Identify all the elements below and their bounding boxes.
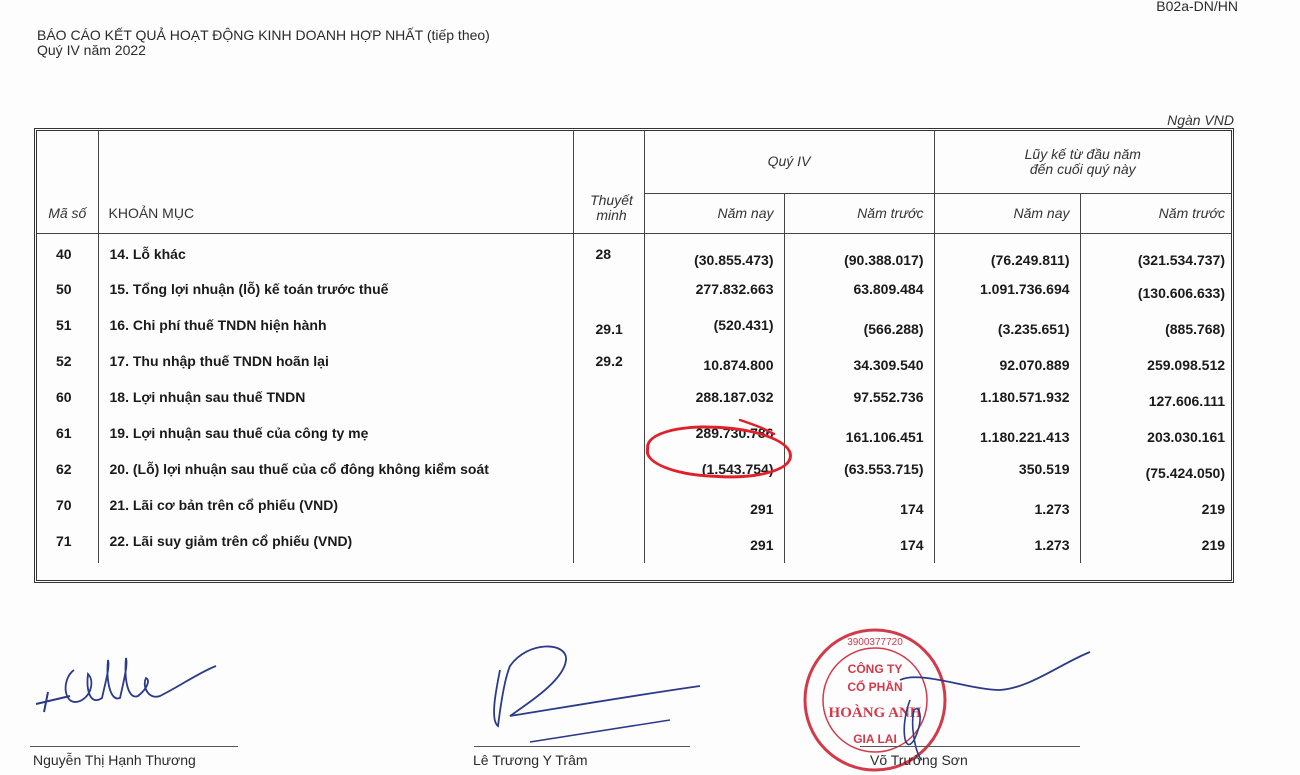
row-ytd-this-year: 1.273 [934, 491, 1080, 527]
header-item: KHOẢN MỤC [98, 131, 573, 233]
table-row [37, 383, 1231, 419]
row-note: 28 [573, 233, 644, 275]
income-statement-table [34, 128, 1234, 583]
row-quarter-this-year: 288.187.032 [644, 383, 784, 419]
row-item: 22. Lãi suy giảm trên cổ phiếu (VND) [98, 527, 573, 563]
row-ytd-last-year: (130.606.633) [1080, 275, 1231, 311]
row-quarter-this-year: 10.874.800 [644, 347, 784, 383]
row-ytd-last-year: 127.606.111 [1080, 383, 1231, 419]
row-ytd-last-year: 259.098.512 [1080, 347, 1231, 383]
row-ytd-this-year: 1.180.571.932 [934, 383, 1080, 419]
header-ytd-group [934, 131, 1231, 193]
row-ytd-last-year: 219 [1080, 491, 1231, 527]
signature-line-1 [30, 746, 238, 747]
row-quarter-this-year: (30.855.473) [644, 233, 784, 275]
row-code: 60 [56, 389, 72, 405]
row-item: 17. Thu nhập thuế TNDN hoãn lại [98, 347, 573, 383]
signer-2-name: Lê Trương Y Trâm [473, 752, 588, 768]
signature-line-3 [860, 746, 1080, 747]
currency-unit: Ngàn VND [1167, 112, 1234, 128]
row-code: 70 [56, 497, 72, 513]
row-code: 40 [56, 245, 72, 262]
row-ytd-this-year: 350.519 [934, 455, 1080, 491]
row-quarter-last-year: (566.288) [784, 311, 934, 347]
row-note: 29.1 [573, 311, 644, 347]
header-note-label: Thuyết minh [590, 191, 633, 223]
row-item: 15. Tổng lợi nhuận (lỗ) kế toán trước thuế [98, 275, 573, 311]
row-note [573, 491, 644, 527]
row-note [573, 419, 644, 455]
row-note [573, 455, 644, 491]
row-ytd-this-year: 1.180.221.413 [934, 419, 1080, 455]
signature-3 [880, 630, 1100, 770]
document-code: B02a-DN/HN [1156, 0, 1238, 14]
row-quarter-this-year: 289.730.786 [644, 419, 784, 455]
report-period: Quý IV năm 2022 [37, 42, 146, 58]
row-code: 71 [56, 533, 72, 549]
signature-2 [470, 630, 710, 750]
row-ytd-this-year: (3.235.651) [934, 311, 1080, 347]
row-ytd-last-year: 203.030.161 [1080, 419, 1231, 455]
table-row [37, 311, 1231, 347]
header-quarter-this-year: Năm nay [644, 193, 784, 233]
seal-line-4: GIA LAI [853, 732, 897, 746]
row-item: 18. Lợi nhuận sau thuế TNDN [98, 383, 573, 419]
header-quarter-last-year: Năm trước [784, 193, 934, 233]
row-code: 52 [56, 353, 72, 369]
header-quarter-group: Quý IV [644, 131, 934, 193]
row-item: 16. Chi phí thuế TNDN hiện hành [98, 311, 573, 347]
row-code: 51 [56, 317, 72, 333]
row-quarter-this-year: (520.431) [644, 311, 784, 347]
signer-3-name: Võ Trường Sơn [870, 752, 968, 768]
header-ytd-this-year: Năm nay [934, 193, 1080, 233]
table-row [37, 491, 1231, 527]
table-row [37, 419, 1231, 455]
header-note [573, 131, 644, 233]
table-row [37, 233, 1231, 275]
row-note [573, 383, 644, 419]
row-ytd-this-year: (76.249.811) [934, 233, 1080, 275]
signature-line-2 [474, 746, 690, 747]
seal-line-2: CỔ PHẦN [847, 680, 903, 694]
report-title: BÁO CÁO KẾT QUẢ HOẠT ĐỘNG KINH DOANH HỢP NHẤT (tiếp theo) [37, 27, 490, 43]
row-note [573, 275, 644, 311]
row-quarter-this-year: 277.832.663 [644, 275, 784, 311]
seal-line-3: HOÀNG ANH [828, 705, 922, 721]
header-code: Mã số [37, 131, 98, 233]
seal-line-1: CÔNG TY [847, 662, 903, 676]
row-note: 29.2 [573, 347, 644, 383]
header-ytd-last-year: Năm trước [1080, 193, 1231, 233]
row-ytd-this-year: 1.273 [934, 527, 1080, 563]
signer-1-name: Nguyễn Thị Hạnh Thương [33, 752, 196, 768]
table-row [37, 275, 1231, 311]
row-ytd-last-year: (885.768) [1080, 311, 1231, 347]
row-quarter-last-year: 34.309.540 [784, 347, 934, 383]
row-quarter-last-year: 174 [784, 527, 934, 563]
row-ytd-this-year: 1.091.736.694 [934, 275, 1080, 311]
row-item: 19. Lợi nhuận sau thuế của công ty mẹ [98, 419, 573, 455]
row-code: 61 [56, 425, 72, 441]
red-pen-tick [738, 418, 778, 438]
row-item: 14. Lỗ khác [98, 233, 573, 275]
row-quarter-last-year: 161.106.451 [784, 419, 934, 455]
row-quarter-last-year: 63.809.484 [784, 275, 934, 311]
row-ytd-last-year: (75.424.050) [1080, 455, 1231, 491]
table-row [37, 527, 1231, 563]
row-quarter-last-year: (63.553.715) [784, 455, 934, 491]
row-quarter-this-year: 291 [644, 527, 784, 563]
row-quarter-last-year: (90.388.017) [784, 233, 934, 275]
table-row [37, 347, 1231, 383]
row-quarter-last-year: 174 [784, 491, 934, 527]
row-quarter-this-year: (1.543.754) [644, 455, 784, 491]
seal-number: 3900377720 [847, 637, 903, 648]
row-ytd-this-year: 92.070.889 [934, 347, 1080, 383]
header-ytd-line1: Lũy kế từ đầu năm [1024, 145, 1141, 162]
row-quarter-last-year: 97.552.736 [784, 383, 934, 419]
row-note [573, 527, 644, 563]
financial-table [37, 131, 1231, 563]
row-ytd-last-year: 219 [1080, 527, 1231, 563]
row-code: 62 [56, 461, 72, 477]
table-row [37, 455, 1231, 491]
row-item: 20. (Lỗ) lợi nhuận sau thuế của cổ đông không kiểm soát [98, 455, 573, 491]
row-ytd-last-year: (321.534.737) [1080, 233, 1231, 275]
row-code: 50 [56, 281, 72, 297]
row-item: 21. Lãi cơ bản trên cổ phiếu (VND) [98, 491, 573, 527]
header-ytd-line2: đến cuối quý này [1029, 160, 1136, 177]
row-quarter-this-year: 291 [644, 491, 784, 527]
signature-1 [30, 640, 220, 720]
